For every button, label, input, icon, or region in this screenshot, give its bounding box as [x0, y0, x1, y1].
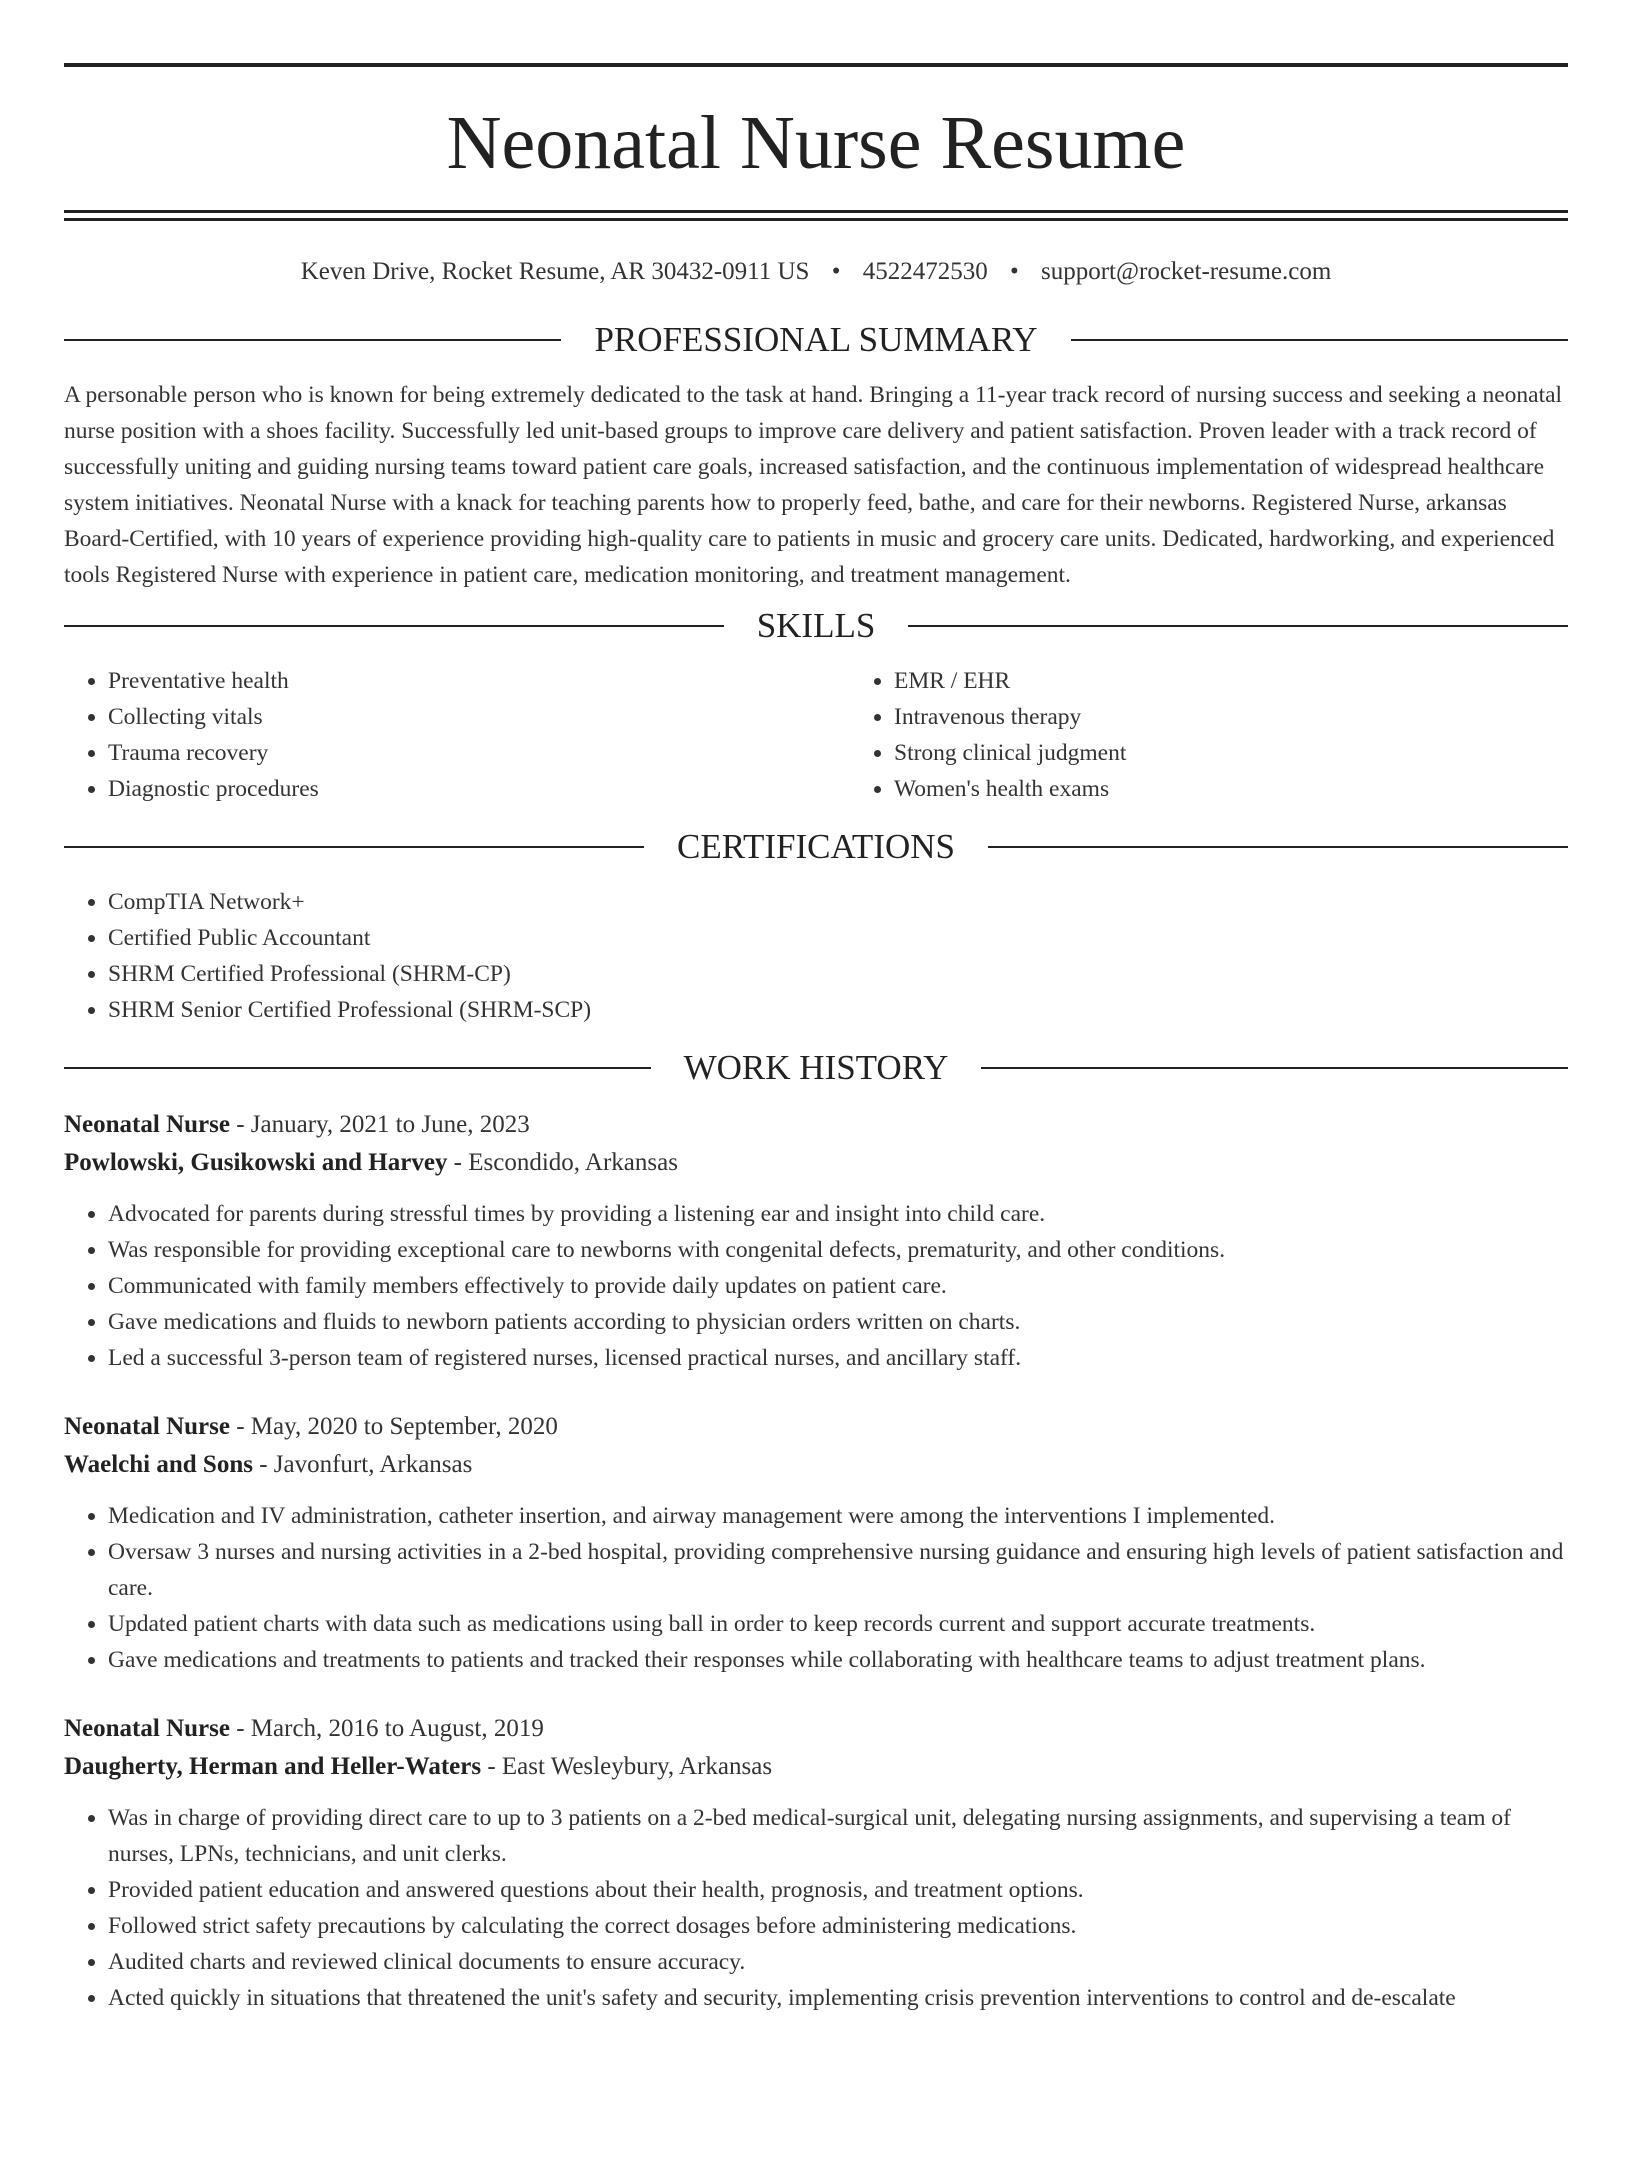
job-entry — [64, 1710, 1568, 2016]
skills-heading-label: SKILLS — [756, 606, 876, 645]
job-bullet: • Gave medications and fluids to newborn patients according to physician orders written on charts. — [108, 1304, 1568, 1340]
job-dates: - May, 2020 to September, 2020 — [229, 1413, 558, 1440]
summary-text: A personable person who is known for being extremely dedicated to the task at hand. Bringing a 11-year track record of nursing success and seeking a neonatal nurse position with a shoes facility. Successfully led unit-based groups to improve care delivery and patient satisfaction. Proven leader with a track record of successfully uniting and guiding nursing teams toward patient care goals, increased satisfaction, and the continuous implementation of widespread healthcare system initiatives. Neonatal Nurse with a knack for teaching parents how to properly feed, bathe, and care for their newborns. Registered Nurse, arkansas Board-Certified, with 10 years of experience providing high-quality care to patients in music and grocery care units. Dedicated, hardworking, and experienced tools Registered Nurse with experience in patient care, medication monitoring, and treatment management. — [64, 382, 1563, 588]
certifications-heading-label: CERTIFICATIONS — [677, 827, 955, 866]
job-title-line — [64, 1106, 1568, 1144]
certification-item: • CompTIA Network+ — [108, 884, 1568, 920]
job-company-line — [64, 1748, 1568, 1786]
top-rule — [64, 63, 1568, 67]
job-company: Waelchi and Sons — [64, 1451, 253, 1478]
job-bullet: • Audited charts and reviewed clinical documents to ensure accuracy. — [108, 1944, 1568, 1980]
skill-item: • Intravenous therapy — [894, 699, 1632, 735]
job-company: Daugherty, Herman and Heller-Waters — [64, 1753, 482, 1780]
skills-heading — [64, 606, 1568, 646]
heading-rule-left — [64, 846, 644, 848]
job-bullet: • Gave medications and treatments to patients and tracked their responses while collaborating with healthcare teams to adjust treatment plans. — [108, 1642, 1568, 1678]
contact-email: support@rocket-resume.com — [1040, 258, 1332, 285]
contact-separator: • — [1009, 258, 1019, 285]
job-title-line — [64, 1408, 1568, 1446]
job-bullet: • Was in charge of providing direct care to up to 3 patients on a 2-bed medical-surgical unit, delegating nursing assignments, and supervising a team of nurses, LPNs, technicians, and unit clerks. — [108, 1800, 1568, 1872]
job-dates: - March, 2016 to August, 2019 — [229, 1715, 544, 1742]
skill-item: • Women's health exams — [894, 771, 1632, 807]
heading-rule-right — [908, 625, 1568, 627]
certification-item: • Certified Public Accountant — [108, 920, 1568, 956]
skill-item: • Trauma recovery — [108, 735, 850, 771]
skills-list-right — [850, 663, 1632, 807]
job-company-line — [64, 1144, 1568, 1182]
heading-rule-left — [64, 1067, 651, 1069]
job-location: - East Wesleybury, Arkansas — [481, 1753, 773, 1780]
contact-phone: 4522472530 — [862, 258, 988, 285]
job-entry — [64, 1408, 1568, 1678]
job-title: Neonatal Nurse — [64, 1413, 230, 1440]
work-heading-label: WORK HISTORY — [683, 1048, 949, 1087]
skill-item: • Diagnostic procedures — [108, 771, 850, 807]
certification-item: • SHRM Senior Certified Professional (SHRM-SCP) — [108, 992, 1568, 1028]
certifications-heading — [64, 827, 1568, 867]
job-bullet: • Was responsible for providing exceptional care to newborns with congenital defects, prematurity, and other conditions. — [108, 1232, 1568, 1268]
heading-rule-left — [64, 625, 724, 627]
skill-item: • Strong clinical judgment — [894, 735, 1632, 771]
double-rule — [64, 210, 1568, 221]
job-bullets — [64, 1498, 1568, 1678]
summary-heading — [64, 320, 1568, 360]
job-bullet: • Advocated for parents during stressful times by providing a listening ear and insight into child care. — [108, 1196, 1568, 1232]
job-title-line — [64, 1710, 1568, 1748]
skills-columns — [64, 663, 1568, 807]
job-company-line — [64, 1446, 1568, 1484]
skill-item: • Collecting vitals — [108, 699, 850, 735]
job-entry — [64, 1106, 1568, 1376]
job-bullet: • Followed strict safety precautions by calculating the correct dosages before administering medications. — [108, 1908, 1568, 1944]
job-bullet: • Updated patient charts with data such as medications using ball in order to keep records current and support accurate treatments. — [108, 1606, 1568, 1642]
certifications-list — [64, 884, 1568, 1028]
heading-rule-right — [981, 1067, 1568, 1069]
job-bullets — [64, 1196, 1568, 1376]
heading-rule-left — [64, 339, 561, 341]
job-title: Neonatal Nurse — [64, 1111, 230, 1138]
contact-line — [64, 257, 1568, 287]
heading-rule-right — [1071, 339, 1568, 341]
summary-heading-label: PROFESSIONAL SUMMARY — [594, 320, 1038, 359]
page-title: Neonatal Nurse Resume — [446, 101, 1186, 185]
job-company: Powlowski, Gusikowski and Harvey — [64, 1149, 448, 1176]
job-location: - Javonfurt, Arkansas — [252, 1451, 473, 1478]
heading-rule-right — [988, 846, 1568, 848]
resume-page — [0, 63, 1632, 2175]
skill-item: • Preventative health — [108, 663, 850, 699]
job-bullet: • Acted quickly in situations that threatened the unit's safety and security, implementing crisis prevention interventions to control and de-escalate — [108, 1980, 1568, 2016]
job-bullet: • Medication and IV administration, catheter insertion, and airway management were among the interventions I implemented. — [108, 1498, 1568, 1534]
job-bullet: • Communicated with family members effectively to provide daily updates on patient care. — [108, 1268, 1568, 1304]
skill-item: • EMR / EHR — [894, 663, 1632, 699]
contact-address: Keven Drive, Rocket Resume, AR 30432-0911 US — [300, 258, 810, 285]
certification-item: • SHRM Certified Professional (SHRM-CP) — [108, 956, 1568, 992]
job-bullets — [64, 1800, 1568, 2016]
job-location: - Escondido, Arkansas — [447, 1149, 678, 1176]
work-heading — [64, 1048, 1568, 1088]
contact-separator: • — [831, 258, 841, 285]
job-bullet: • Oversaw 3 nurses and nursing activities in a 2-bed hospital, providing comprehensive nursing guidance and ensuring high levels of patient satisfaction and care. — [108, 1534, 1568, 1606]
job-dates: - January, 2021 to June, 2023 — [229, 1111, 530, 1138]
job-bullet: • Led a successful 3-person team of registered nurses, licensed practical nurses, and ancillary staff. — [108, 1340, 1568, 1376]
job-bullet: • Provided patient education and answered questions about their health, prognosis, and treatment options. — [108, 1872, 1568, 1908]
job-title: Neonatal Nurse — [64, 1715, 230, 1742]
skills-list-left — [64, 663, 850, 807]
